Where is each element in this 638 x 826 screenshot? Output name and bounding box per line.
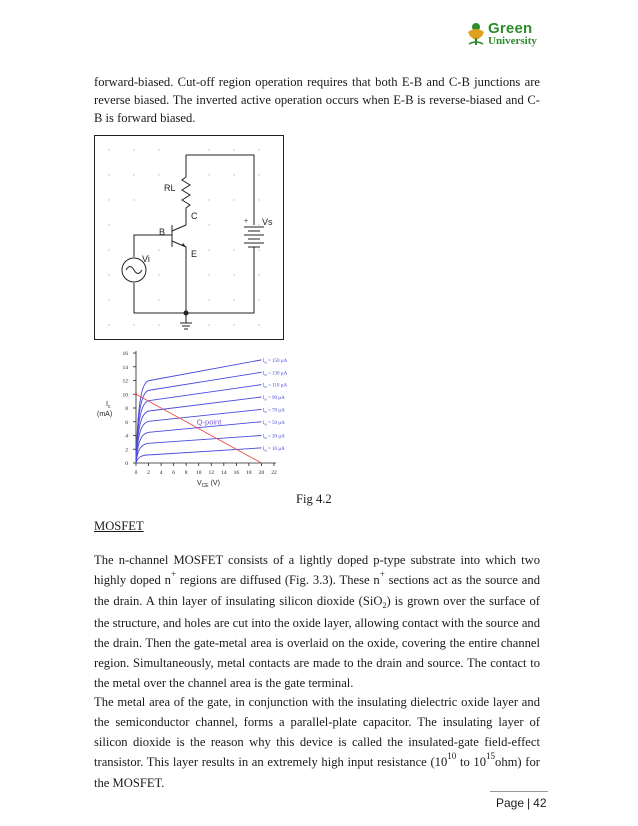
ground-node <box>184 311 189 316</box>
y-tick-label: 4 <box>125 433 128 440</box>
footer-divider <box>490 791 548 792</box>
x-tick-label: 12 <box>208 470 215 476</box>
page-number: 42 <box>533 796 547 810</box>
series-label: $I_B = 150$ µA <box>262 358 288 365</box>
mosfet-paragraph-1 <box>94 550 540 693</box>
series-label: $I_B = 30$ µA <box>262 434 285 440</box>
x-tick-label: 16 <box>233 470 240 476</box>
page-separator: | <box>527 796 531 810</box>
y-tick-label: 2 <box>125 447 128 454</box>
p2-text-b: to 10 <box>456 755 487 769</box>
series-label: $I_B = 50$ µA <box>262 420 285 427</box>
y-tick-label: 0 <box>125 461 128 467</box>
section-heading: MOSFET <box>94 519 144 533</box>
series-label: $I_B = 130$ µA <box>262 371 288 377</box>
x-tick-label: 14 <box>221 470 227 476</box>
p1-text-a: The n-channel MOSFET consists of a lightly doped p-type substrate into which two highly doped n <box>94 553 540 587</box>
x-tick-label: 8 <box>184 470 188 476</box>
p1-text-b: regions are diffused (Fig. 3.3). These n <box>176 573 380 587</box>
x-axis-label: $V_{CE}$ (V) <box>197 480 220 489</box>
p2-sup-1: 10 <box>447 751 457 761</box>
x-tick-label: 10 <box>195 470 202 476</box>
intro-text: forward-biased. Cut-off region operation requires that both E-B and C-B junctions are reverse biased. The inverted active operation occurs when E-B is reverse-biased and C-B is forward biased. <box>94 75 540 125</box>
p2-text-a: The metal area of the gate, in conjunction with the insulating dielectric oxide layer and the semiconductor channel, forms a parallel-plate capacitor. The insulating layer of silicon dioxide is the reason why this device is called the insulated-gate field-effect transistor. This layer results in an extremely high input resistance (10 <box>94 695 540 769</box>
p1-text-d: ) is grown over the surface of the structure, and holes are cut into the oxide layer, allowing contact with the source and the drain. Then the gate-metal area is overlaid on the oxide, covering the entire channel region. Simultaneously, metal contacts are made to the drain and source. The contact to the metal over the channel area is the gate terminal. <box>94 594 540 690</box>
p1-sup-1: + <box>170 569 177 579</box>
bjt-characteristic-chart <box>94 345 304 490</box>
mosfet-paragraph-2 <box>94 692 540 793</box>
p1-sup-2: + <box>379 569 385 579</box>
x-tick-label: 6 <box>172 470 176 476</box>
page-label: Page <box>496 796 525 810</box>
y-tick-label: 6 <box>125 419 128 426</box>
series-label: $I_B = 90$ µA <box>262 396 285 402</box>
university-logo <box>466 20 540 50</box>
series-label: $I_B = 70$ µA <box>262 408 285 414</box>
x-tick-label: 22 <box>271 470 277 476</box>
p1-sub: 2 <box>382 601 387 610</box>
series-label: $I_B = 10$ µA <box>262 446 285 453</box>
y-axis-label: $I_c$ <box>106 401 111 410</box>
curve-series <box>136 422 261 463</box>
rl-label: RL <box>164 183 176 193</box>
x-tick-label: 0 <box>134 470 138 476</box>
x-tick-label: 2 <box>147 470 150 476</box>
x-tick-label: 18 <box>246 470 252 476</box>
load-line-start <box>135 393 137 395</box>
y-axis-unit: (mA) <box>97 411 113 418</box>
x-tick-label: 4 <box>159 470 163 476</box>
y-tick-label: 12 <box>122 378 128 385</box>
base-label: B <box>159 227 166 237</box>
p1-text-c: sections act as the source and the drain. A thin layer of insulating silicon dioxide (SiO <box>94 573 540 608</box>
curve-series <box>136 448 261 463</box>
vs-label: Vs <box>262 217 273 227</box>
y-tick-label: 8 <box>125 406 128 412</box>
logo-name-line1: Green <box>488 20 533 37</box>
emitter-label: E <box>191 249 198 259</box>
p2-text-c: ohm) for the MOSFET. <box>94 755 540 790</box>
figure-caption: Fig 4.2 <box>296 492 332 506</box>
collector-label: C <box>191 211 198 221</box>
x-tick-label: 20 <box>258 470 265 476</box>
intro-paragraph <box>94 73 540 127</box>
tree-icon <box>466 22 486 46</box>
page-footer <box>496 796 547 810</box>
plus-label: + <box>244 218 249 225</box>
y-tick-label: 14 <box>122 364 128 371</box>
q-point-label: Q-point <box>196 417 222 427</box>
bjt-circuit-diagram <box>94 135 284 340</box>
y-tick-label: 10 <box>122 392 128 399</box>
series-label: $I_B = 110$ µA <box>262 383 288 390</box>
logo-name-line2: University <box>488 35 537 47</box>
y-tick-label: 16 <box>122 351 128 357</box>
vi-label: Vi <box>142 254 150 264</box>
p2-sup-2: 15 <box>486 751 496 761</box>
